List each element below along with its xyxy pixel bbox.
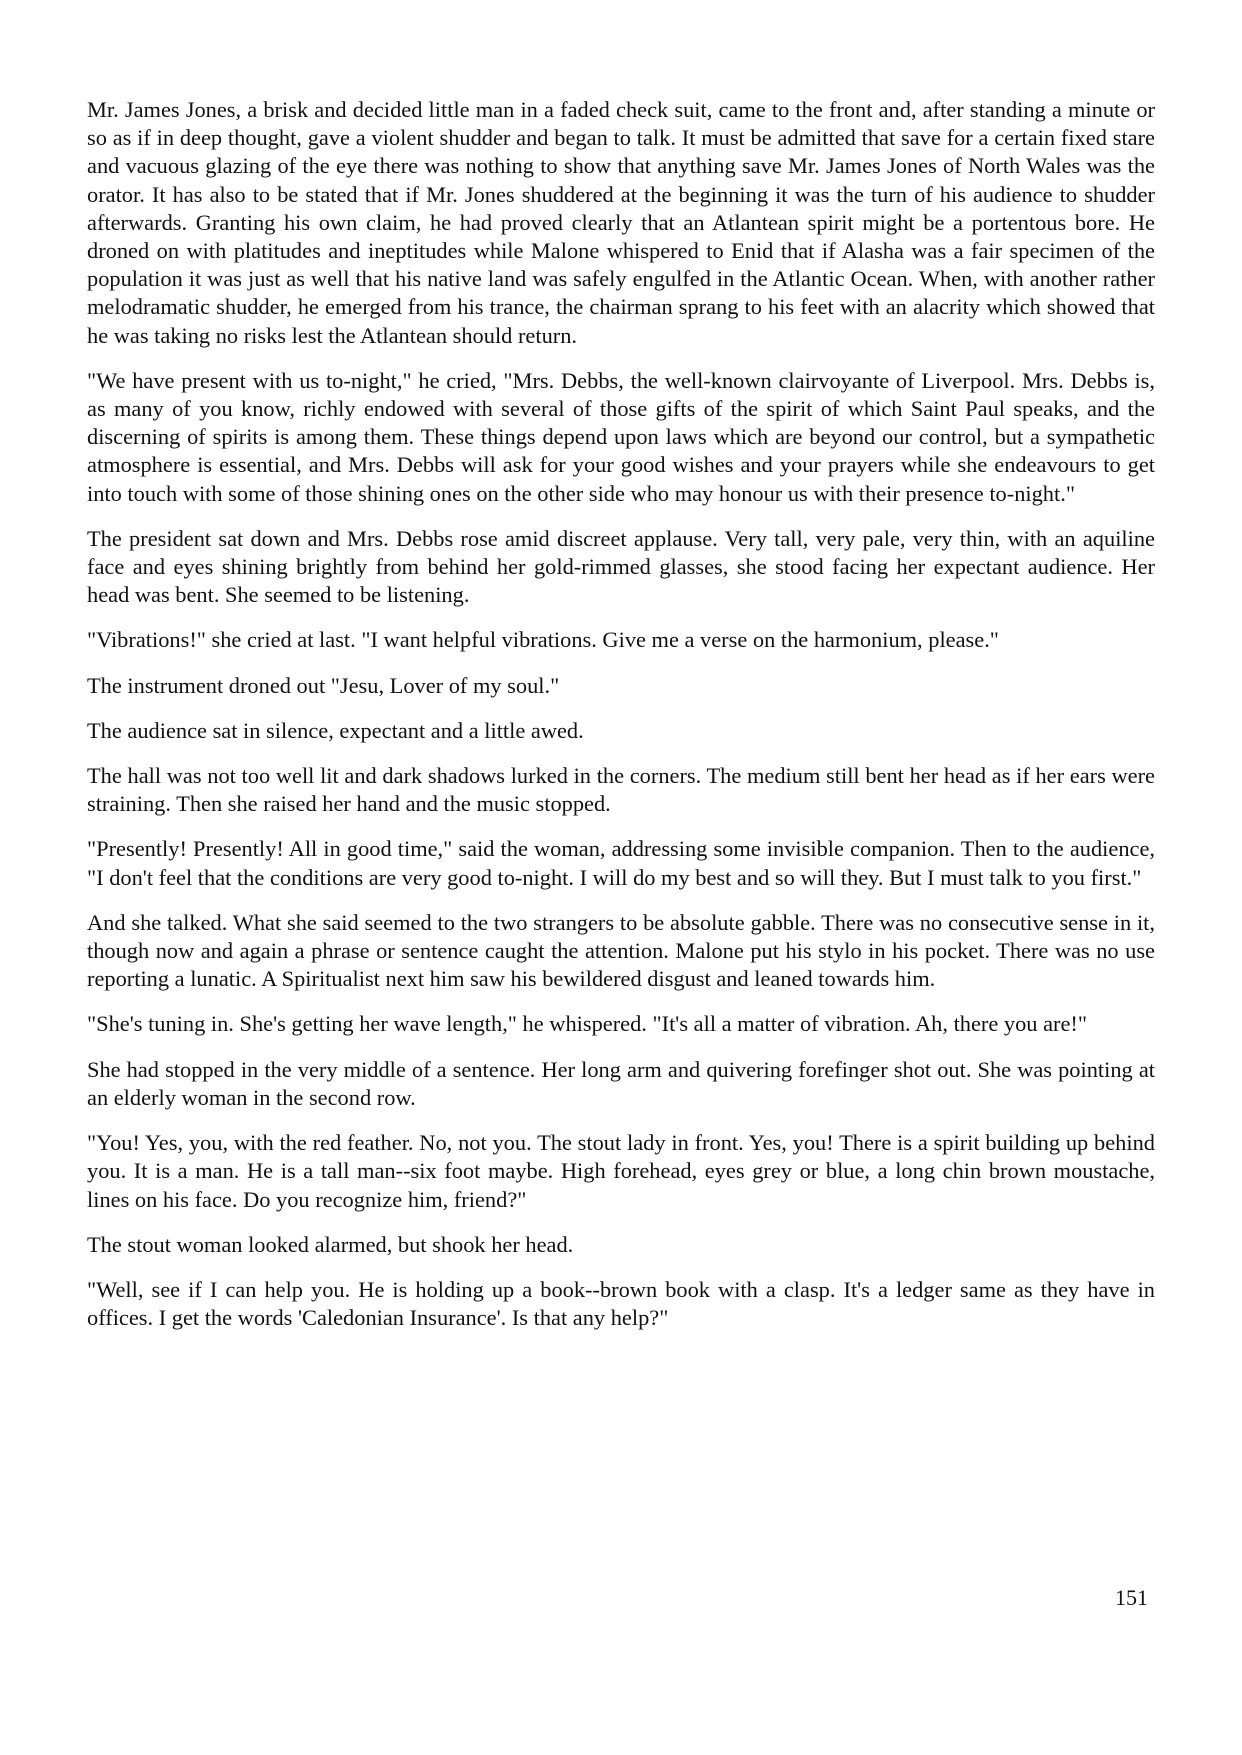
paragraph-6: The audience sat in silence, expectant and a little awed. (87, 717, 584, 743)
paragraph-8: "Presently! Presently! All in good time," said the woman, addressing some invisible companion. Then to the audience, "I don't feel that the conditions are very good to-night. I will do my best and so will they. But I must talk to you first." (87, 836, 1155, 890)
paragraph-12: "You! Yes, you, with the red feather. No, not you. The stout lady in front. Yes, you! There is a spirit building up behind you. It is a man. He is a tall man--six foot maybe. High forehead, eyes grey or blue, a long chin brown moustache, lines on his face. Do you recognize him, friend?" (87, 1130, 1155, 1212)
paragraph-2: "We have present with us to-night," he cried, "Mrs. Debbs, the well-known clairvoyante of Liverpool. Mrs. Debbs is, as many of you know, richly endowed with several of those gifts of the spirit of which Saint Paul speaks, and the discerning of spirits is among them. These things depend upon laws which are beyond our control, but a sympathetic atmosphere is essential, and Mrs. Debbs will ask for your good wishes and your prayers while she endeavours to get into touch with some of those shining ones on the other side who may honour us with their presence to-night." (87, 367, 1155, 506)
page-body (87, 96, 1155, 1349)
paragraph-5: The instrument droned out "Jesu, Lover of my soul." (87, 672, 560, 698)
page-number: 151 (1115, 1585, 1148, 1610)
paragraph-14: "Well, see if I can help you. He is holding up a book--brown book with a clasp. It's a ledger same as they have in offices. I get the words 'Caledonian Insurance'. Is that any help?" (87, 1276, 1155, 1331)
paragraph-1: Mr. James Jones, a brisk and decided little man in a faded check suit, came to the front and, after standing a minute or so as if in deep thought, gave a violent shudder and began to talk. It must be admitted that save for a certain fixed stare and vacuous glazing of the eye there was nothing to show that anything save Mr. James Jones of North Wales was the orator. It has also to be stated that if Mr. Jones shuddered at the beginning it was the turn of his audience to shudder afterwards. Granting his own claim, he had proved clearly that an Atlantean spirit might be a portentous bore. He droned on with platitudes and ineptitudes while Malone whispered to Enid that if Alasha was a fair specimen of the population it was just as well that his native land was safely engulfed in the Atlantic Ocean. When, with another rather melodramatic shudder, he emerged from his trance, the chairman sprang to his feet with an alacrity which showed that he was taking no risks lest the Atlantean should return. (87, 97, 1155, 348)
paragraph-4: "Vibrations!" she cried at last. "I want helpful vibrations. Give me a verse on the harmonium, please." (87, 627, 999, 653)
paragraph-9: And she talked. What she said seemed to the two strangers to be absolute gabble. There was no consecutive sense in it, though now and again a phrase or sentence caught the attention. Malone put his stylo in his pocket. There was no use reporting a lunatic. A Spiritualist next him saw his bewildered disgust and leaned towards him. (87, 909, 1155, 992)
paragraph-7: The hall was not too well lit and dark shadows lurked in the corners. The medium still bent her head as if her ears were straining. Then she raised her hand and the music stopped. (87, 763, 1155, 817)
paragraph-3: The president sat down and Mrs. Debbs rose amid discreet applause. Very tall, very pale, very thin, with an aquiline face and eyes shining brightly from behind her gold-rimmed glasses, she stood facing her expectant audience. Her head was bent. She seemed to be listening. (87, 525, 1155, 608)
paragraph-10: "She's tuning in. She's getting her wave length," he whispered. "It's all a matter of vibration. Ah, there you are!" (87, 1011, 1088, 1037)
paragraph-11: She had stopped in the very middle of a sentence. Her long arm and quivering forefinger shot out. She was pointing at an elderly woman in the second row. (87, 1056, 1155, 1110)
paragraph-13: The stout woman looked alarmed, but shook her head. (87, 1231, 574, 1257)
